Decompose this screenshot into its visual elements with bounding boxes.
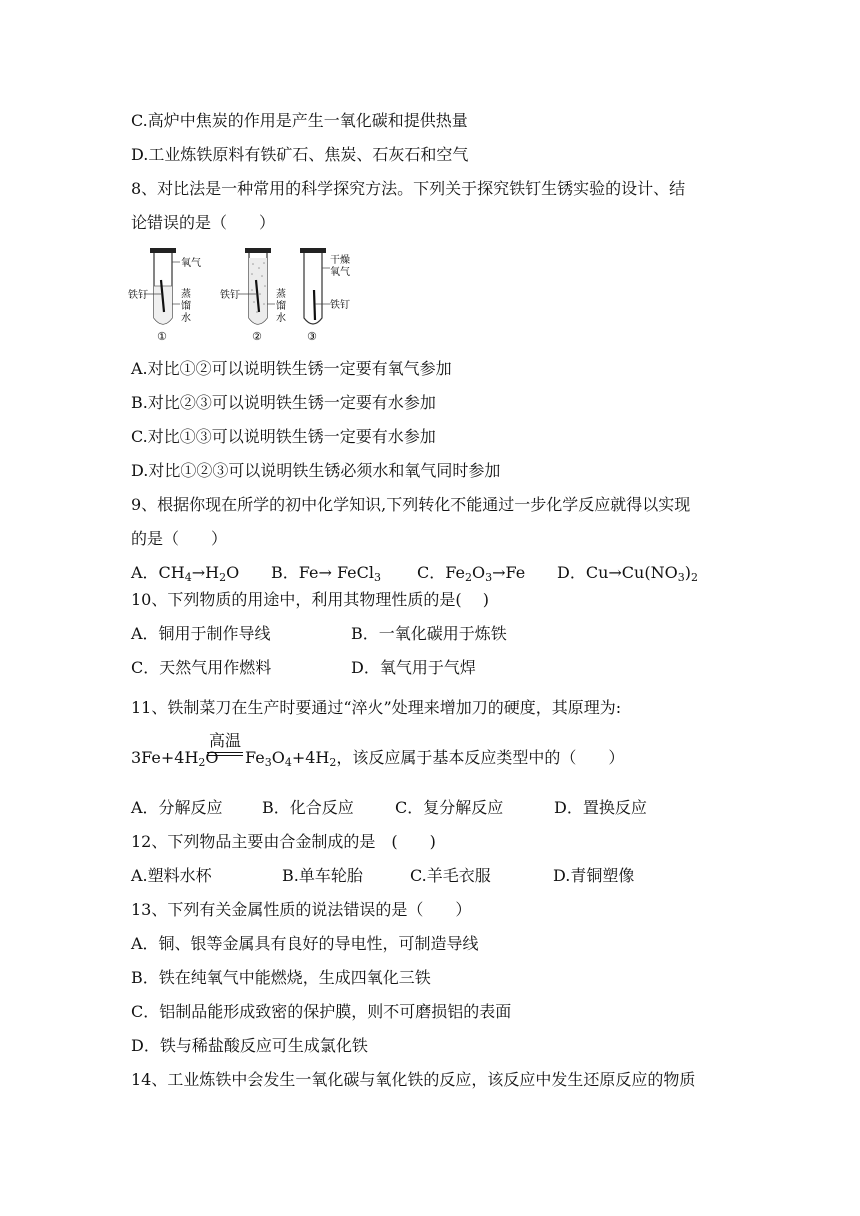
tube-number: ②	[252, 330, 262, 343]
q10-stem: 10、下列物质的用途中，利用其物理性质的是( )	[131, 590, 489, 609]
q11-stem: 11、铁制菜刀在生产时要通过“淬火”处理来增加刀的硬度，其原理为:	[131, 698, 622, 717]
q12-option-a: A.塑料水杯	[131, 866, 212, 885]
q7-option-c: C.高炉中焦炭的作用是产生一氧化碳和提供热量	[131, 111, 468, 130]
q7-option-d: D.工业炼铁原料有铁矿石、焦炭、石灰石和空气	[131, 145, 469, 164]
q8-option-b: B.对比②③可以说明铁生锈一定要有水参加	[131, 393, 436, 412]
q12-option-c: C.羊毛衣服	[410, 866, 491, 885]
q10-option-d: D．氧气用于气焊	[351, 658, 476, 677]
q9-options	[131, 563, 698, 583]
q11-option-c: C．复分解反应	[395, 798, 504, 817]
q9-stem-line1: 9、根据你现在所学的初中化学知识,下列转化不能通过一步化学反应就得以实现	[131, 495, 691, 514]
water-label: 水	[276, 313, 286, 324]
q8-stem-line1: 8、对比法是一种常用的科学探究方法。下列关于探究铁钉生锈实验的设计、结	[131, 179, 686, 198]
q12-option-d: D.青铜塑像	[553, 866, 635, 885]
q11-option-b: B．化合反应	[262, 798, 354, 817]
rust-experiment-figure	[128, 246, 350, 343]
q11-option-d: D．置换反应	[554, 798, 647, 817]
q11-options	[131, 798, 647, 818]
q8-option-c: C.对比①③可以说明铁生锈一定要有水参加	[131, 427, 436, 446]
q12-stem: 12、下列物品主要由合金制成的是 ( )	[131, 832, 436, 851]
dry-label: 干燥	[330, 255, 350, 266]
nail-label: 铁钉	[220, 290, 240, 301]
nail-label: 铁钉	[128, 290, 148, 301]
q9-option-c: C．$Fe_2O_3\to Fe$	[417, 563, 526, 584]
water-label: 馏	[181, 301, 191, 312]
q10-options-row2	[131, 658, 476, 678]
water-label: 蒸	[181, 289, 191, 300]
q13-stem: 13、下列有关金属性质的说法错误的是（ ）	[131, 900, 472, 919]
reaction-condition: 高温	[208, 731, 241, 750]
equation-lhs: $3Fe+4H_2O$	[131, 748, 219, 769]
q9-stem-line2: 的是（ ）	[131, 529, 228, 548]
q8-option-d: D.对比①②③可以说明铁生锈必须水和氧气同时参加	[131, 461, 501, 480]
q12-options	[131, 866, 634, 886]
q8-option-a: A.对比①②可以说明铁生锈一定要有氧气参加	[131, 359, 452, 378]
q13-option-d: D．铁与稀盐酸反应可生成氯化铁	[131, 1036, 368, 1055]
nail-label: 铁钉	[330, 300, 350, 311]
test-tube-1	[128, 248, 201, 343]
q11-option-a: A．分解反应	[131, 798, 223, 817]
oxygen-label: 氧气	[330, 267, 350, 278]
q10-options-row1	[131, 624, 507, 644]
q9-option-b: B．Fe→ FeCl$_3$	[271, 563, 382, 584]
q10-option-b: B．一氧化碳用于炼铁	[351, 624, 507, 643]
water-label: 水	[181, 313, 191, 324]
oxygen-label: 氧气	[181, 258, 201, 269]
q13-option-c: C．铝制品能形成致密的保护膜，则不可磨损铝的表面	[131, 1002, 512, 1021]
q8-stem-line2: 论错误的是（ ）	[131, 213, 276, 232]
test-tube-2	[220, 248, 286, 343]
q13-option-a: A．铜、银等金属具有良好的导电性，可制造导线	[131, 934, 479, 953]
test-tube-3	[300, 248, 350, 343]
water-label: 蒸	[276, 289, 286, 300]
q10-option-c: C．天然气用作燃料	[131, 658, 272, 677]
q10-option-a: A．铜用于制作导线	[131, 624, 271, 643]
q9-option-a: A．$CH_4\to H_2O$	[131, 563, 240, 584]
equation-rhs: $Fe_3O_4+4H_2$，该反应属于基本反应类型中的（ ）	[245, 748, 625, 769]
q14-stem: 14、工业炼铁中会发生一氧化碳与氧化铁的反应，该反应中发生还原反应的物质	[131, 1070, 696, 1089]
tube-number: ①	[157, 330, 167, 343]
q13-option-b: B．铁在纯氧气中能燃烧，生成四氧化三铁	[131, 968, 431, 987]
water-label: 馏	[276, 301, 286, 312]
q12-option-b: B.单车轮胎	[282, 866, 363, 885]
q9-option-d: D．$Cu\to Cu(NO_3)_2$	[557, 563, 698, 584]
tube-number: ③	[307, 330, 317, 343]
